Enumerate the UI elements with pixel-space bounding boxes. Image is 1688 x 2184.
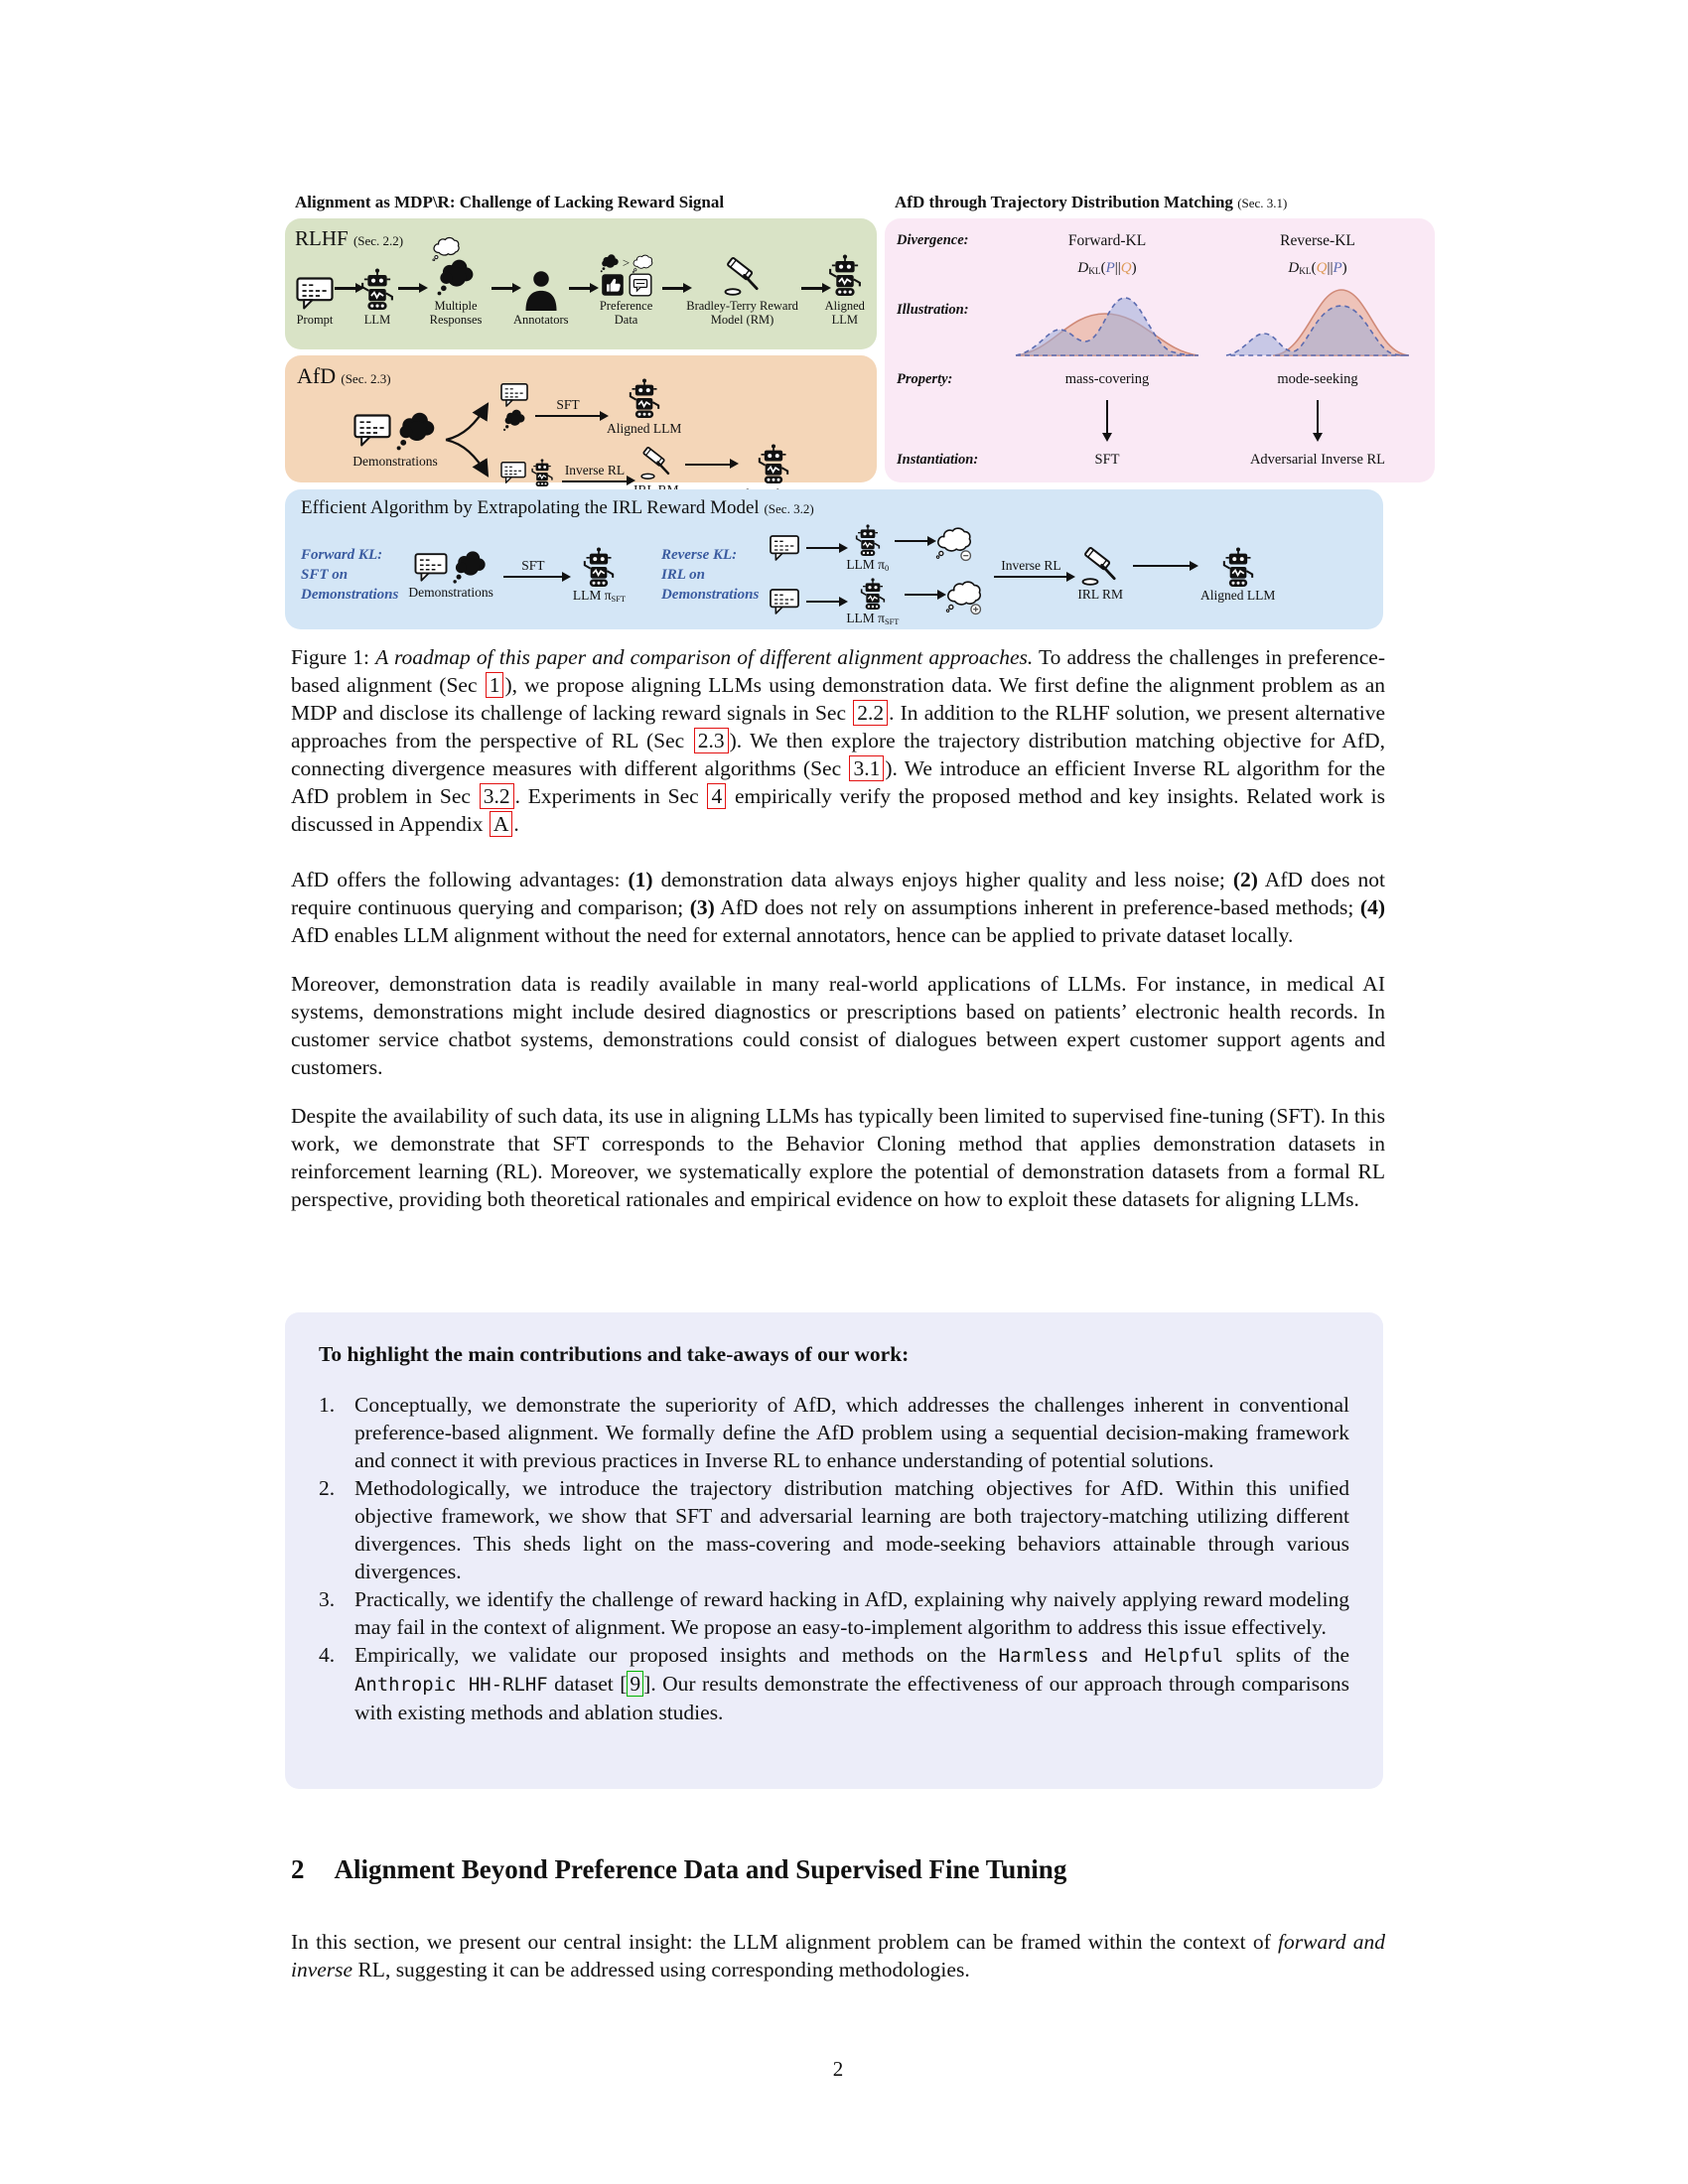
efficient-sec-ref[interactable]: (Sec. 3.2) bbox=[764, 501, 814, 516]
text-run: SFT bbox=[885, 616, 900, 626]
efficient-panel bbox=[285, 489, 1383, 629]
section-ref-link[interactable]: 4 bbox=[707, 783, 726, 809]
text-run: KL bbox=[1299, 267, 1312, 277]
eff-demonstrations bbox=[408, 549, 493, 601]
robot-icon bbox=[579, 546, 619, 588]
speech-bubble-icon bbox=[352, 413, 392, 448]
gavel-icon bbox=[638, 447, 674, 480]
figure-right-header bbox=[885, 189, 1435, 218]
efficient-panel-title bbox=[301, 497, 1367, 519]
divergence-row-label: Divergence: bbox=[897, 232, 969, 249]
eff-aligned-llm bbox=[1200, 546, 1275, 604]
body-text bbox=[291, 866, 1385, 1234]
rlhf-sec-ref[interactable]: (Sec. 2.2) bbox=[352, 233, 404, 248]
rlhf-prompt-label: Prompt bbox=[296, 312, 334, 327]
text-run: P bbox=[1105, 259, 1115, 276]
arrow-icon bbox=[905, 594, 938, 596]
sft-arrow-label: SFT bbox=[556, 396, 580, 412]
rlhf-annotators-label: Annotators bbox=[513, 312, 569, 327]
rlhf-llm bbox=[356, 267, 398, 328]
contribution-item-4 bbox=[319, 1641, 1349, 1726]
item-text: Practically, we identify the challenge of reward hacking in AfD, explaining why naively applying reward modeling may fail in the context of alignment. We propose an easy-to-implement algorithm to address this issue effectively. bbox=[354, 1587, 1349, 1639]
inverse-rl-arrow-label: Inverse RL bbox=[564, 462, 626, 478]
arrow-icon bbox=[562, 480, 628, 482]
thought-cloud-filled-icon bbox=[435, 257, 477, 297]
text-run: (2) bbox=[1232, 868, 1258, 891]
section-ref-link[interactable]: 3.1 bbox=[849, 755, 884, 781]
demonstrations-icon bbox=[352, 410, 438, 452]
reverse-kl-label: Reverse KL: IRL on Demonstrations bbox=[660, 546, 760, 604]
afd-panel bbox=[285, 355, 877, 482]
rlhf-multiple-responses bbox=[420, 257, 492, 328]
right-header-sec-ref[interactable]: (Sec. 3.1) bbox=[1237, 196, 1288, 210]
rlhf-flow bbox=[295, 253, 867, 328]
section-ref-link[interactable]: 2.2 bbox=[853, 700, 888, 726]
item-number: 1. bbox=[319, 1393, 336, 1417]
thought-cloud-filled-icon bbox=[451, 549, 489, 585]
inverse-rl-arrow bbox=[994, 558, 1067, 578]
adversarial-irl-label: Adversarial Inverse RL bbox=[1249, 452, 1386, 468]
person-icon bbox=[520, 269, 562, 311]
text-run: D bbox=[1288, 259, 1300, 276]
item-text: Methodologically, we introduce the trajectory distribution matching objectives for AfD. Within this unified objective framework, we show that SFT and adversarial learning are both trajectory-matching utilizing different divergences. This sheds light on the mass-covering and mode-seeking behaviors attainable through various divergences. bbox=[354, 1476, 1349, 1583]
figure-1-diagram bbox=[285, 189, 1386, 629]
rlhf-preference-label: Preference Data bbox=[599, 299, 653, 327]
forward-kl-name: Forward-KL bbox=[1067, 231, 1147, 249]
contributions-box bbox=[285, 1312, 1383, 1789]
illustration-row-label: Illustration: bbox=[897, 302, 969, 319]
gavel-icon bbox=[722, 257, 764, 297]
paragraph-central-insight: In this section, we present our central insight: the LLM alignment problem can be framed within the context of forward and inverse RL, suggesting it can be addressed using corresponding methodologies. bbox=[291, 1930, 1386, 1981]
section-ref-link[interactable]: A bbox=[490, 811, 513, 837]
eff-irl-rm bbox=[1077, 547, 1123, 603]
figure-right-column bbox=[885, 189, 1435, 482]
text-run: (4) bbox=[1359, 895, 1385, 919]
text-run: (1) bbox=[628, 868, 653, 891]
rlhf-prompt bbox=[295, 276, 335, 328]
llm-pi-sft-label: LLM πSFT bbox=[572, 588, 626, 604]
rlhf-annotators bbox=[513, 269, 569, 328]
arrow-icon bbox=[503, 576, 563, 578]
minus-cloud-icon bbox=[934, 525, 974, 563]
eff-demonstrations-label: Demonstrations bbox=[408, 585, 493, 600]
rlhf-title: RLHF bbox=[295, 226, 349, 250]
robot-icon bbox=[528, 458, 556, 487]
rlhf-aligned-label: Aligned LLM bbox=[824, 299, 865, 327]
citation-link[interactable]: 9 bbox=[627, 1671, 643, 1697]
instantiation-row-label: Instantiation: bbox=[897, 452, 979, 468]
sft-arrow-label: SFT bbox=[521, 557, 545, 573]
section-ref-link[interactable]: 2.3 bbox=[694, 728, 729, 753]
speech-bubble-icon bbox=[499, 461, 527, 484]
text-run: (3) bbox=[689, 895, 715, 919]
llm-pi-sft-label-2: LLM πSFT bbox=[846, 611, 900, 626]
paragraph-advantages: AfD offers the following advantages: (1) demonstration data always enjoys higher quality and less noise; (2) AfD does not require continuous querying and comparison; (3) AfD does not rely on assumptions inherent in preference-based methods; (4) AfD enables LLM alignment without the need for external annotators, hence can be applied to private dataset locally. bbox=[291, 868, 1385, 947]
afd-demonstrations-label: Demonstrations bbox=[352, 453, 438, 469]
item-number: 4. bbox=[319, 1643, 336, 1667]
down-arrow-icon bbox=[1212, 398, 1423, 442]
inverse-rl-arrow-label: Inverse RL bbox=[1001, 557, 1061, 573]
robot-icon bbox=[625, 377, 664, 419]
paragraph-availability: Moreover, demonstration data is readily available in many real-world applications of LLMs. For instance, in medical AI systems, demonstrations might include desired diagnostics or prescriptions based on patients’ electronic health records. In customer service chatbot systems, demonstrations could consist of dialogues between expert customer support agents and customers. bbox=[291, 972, 1385, 1079]
comment-tile-icon bbox=[629, 273, 652, 297]
paragraph-despite: Despite the availability of such data, its use in aligning LLMs has typically been limited to supervised fine-tuning (SFT). In this work, we demonstrate that SFT corresponds to the Behavior Cloning method that applies demonstration datasets in reinforcement learning (RL). Moreover, we systematically explore the potential of demonstration datasets from a formal RL perspective, providing both theoretical rationales and empirical evidence on how to exploit these datasets for aligning LLMs. bbox=[291, 1104, 1385, 1211]
arrow-icon bbox=[662, 287, 684, 289]
arrow-icon bbox=[994, 576, 1067, 578]
text-run: Q bbox=[1120, 259, 1132, 276]
reverse-kl-illustration bbox=[1212, 260, 1423, 361]
arrow-icon bbox=[685, 464, 731, 466]
mode-seeking-label: mode-seeking bbox=[1277, 371, 1358, 387]
forward-kl-illustration bbox=[1002, 260, 1212, 361]
item-number: 2. bbox=[319, 1476, 336, 1500]
figure-left-header: Alignment as MDP\R: Challenge of Lacking Reward Signal bbox=[295, 193, 725, 211]
page-number: 2 bbox=[832, 2057, 844, 2081]
afd-demonstrations bbox=[352, 410, 438, 470]
thought-cloud-filled-icon bbox=[501, 408, 527, 432]
speech-bubble-icon bbox=[769, 534, 800, 562]
afd-title: AfD bbox=[297, 363, 337, 388]
text-run: KL bbox=[1088, 267, 1101, 277]
arrow-icon bbox=[535, 415, 601, 417]
gavel-icon bbox=[1079, 547, 1121, 587]
robot-icon bbox=[754, 443, 793, 484]
thought-cloud-filled-icon bbox=[394, 410, 438, 452]
section-ref-link[interactable]: 3.2 bbox=[480, 783, 514, 809]
greater-than-glyph: > bbox=[622, 255, 631, 270]
afd-aligned-top-label: Aligned LLM bbox=[607, 421, 682, 436]
forward-kl-plot bbox=[1002, 278, 1212, 361]
branch-arrows-icon bbox=[442, 388, 495, 491]
section-title: Alignment Beyond Preference Data and Supervised Fine Tuning bbox=[334, 1854, 1067, 1884]
arrow-icon bbox=[806, 601, 840, 603]
text-run: Anthropic HH-RLHF bbox=[354, 1674, 548, 1696]
text-run: D bbox=[1077, 259, 1089, 276]
rlhf-responses-label: Multiple Responses bbox=[429, 299, 483, 327]
thumbs-up-icon bbox=[601, 273, 625, 297]
contribution-item-2 bbox=[319, 1474, 1349, 1585]
reverse-kl-formula: DKL(Q||P) bbox=[1288, 259, 1347, 277]
response-sample-icon bbox=[499, 382, 529, 432]
arrow-icon bbox=[335, 287, 356, 289]
text-run: SFT bbox=[611, 594, 626, 604]
property-row-label: Property: bbox=[897, 371, 953, 387]
section-ref-link[interactable]: 1 bbox=[486, 672, 504, 698]
forward-kl-formula: DKL(P||Q) bbox=[1077, 259, 1137, 277]
down-arrow-icon bbox=[1002, 398, 1212, 442]
contributions-title: To highlight the main contributions and take-aways of our work: bbox=[319, 1342, 910, 1366]
robot-icon bbox=[852, 523, 884, 557]
arrow-icon bbox=[801, 287, 823, 289]
text-run: Q bbox=[1316, 259, 1328, 276]
rlhf-llm-label: LLM bbox=[363, 312, 391, 327]
reverse-kl-plot bbox=[1212, 278, 1423, 361]
preference-tiles bbox=[601, 273, 652, 297]
efficient-flow bbox=[301, 523, 1367, 626]
arrow-icon bbox=[1133, 565, 1191, 567]
preference-comparison bbox=[599, 253, 653, 273]
rlhf-panel-title bbox=[295, 226, 867, 251]
sft-instantiation-label: SFT bbox=[1094, 452, 1120, 468]
text-run: 0 bbox=[885, 563, 890, 573]
rlhf-reward-model bbox=[684, 257, 801, 328]
eff-sampling-rows bbox=[769, 523, 984, 626]
rlhf-bt-label: Bradley-Terry Reward Model (RM) bbox=[686, 299, 798, 327]
efficient-title-text: Efficient Algorithm by Extrapolating the IRL Reward Model bbox=[301, 497, 760, 518]
mass-covering-label: mass-covering bbox=[1064, 371, 1150, 387]
llm-pi0-label: LLM π0 bbox=[846, 557, 890, 573]
afd-panel-title bbox=[297, 363, 391, 389]
text-run: A roadmap of this paper and comparison of different alignment approaches. bbox=[375, 645, 1034, 669]
arrow-icon bbox=[806, 547, 840, 549]
robot-icon bbox=[1218, 546, 1258, 588]
section-heading bbox=[291, 1854, 1066, 1885]
sft-arrow bbox=[503, 558, 563, 578]
item-number: 3. bbox=[319, 1587, 336, 1611]
figure-left-column bbox=[285, 189, 877, 482]
dialogue-model-icon bbox=[499, 458, 556, 487]
arrow-icon bbox=[895, 540, 928, 542]
rlhf-panel bbox=[285, 218, 877, 349]
item-text: Conceptually, we demonstrate the superiority of AfD, which addresses the challenges inherent in conventional preference-based alignment. We formally define the AfD problem using a sequential decision-making framework and connect it with previous practices in Inverse RL to enhance understanding of potential solutions. bbox=[354, 1393, 1349, 1472]
speech-bubble-icon bbox=[499, 382, 529, 408]
text-run: Helpful bbox=[1144, 1645, 1224, 1667]
forward-kl-label: Forward KL: SFT on Demonstrations bbox=[301, 546, 399, 604]
section-number: 2 bbox=[291, 1854, 305, 1884]
reverse-kl-name: Reverse-KL bbox=[1280, 231, 1355, 249]
eff-aligned-llm-label: Aligned LLM bbox=[1200, 588, 1276, 603]
demonstrations-icon bbox=[413, 549, 489, 585]
eff-llm-sft bbox=[573, 546, 626, 604]
afd-flow bbox=[295, 377, 867, 502]
plus-cloud-icon bbox=[944, 579, 984, 616]
matching-panel bbox=[885, 218, 1435, 482]
right-header-text: AfD through Trajectory Distribution Matching bbox=[895, 193, 1233, 211]
arrow-icon bbox=[398, 287, 420, 289]
text-run: P bbox=[1333, 259, 1342, 276]
text-run: Harmless bbox=[998, 1645, 1089, 1667]
robot-icon bbox=[857, 577, 889, 611]
afd-sft-path bbox=[499, 377, 811, 437]
contribution-item-3 bbox=[319, 1585, 1349, 1641]
speech-bubble-icon bbox=[769, 588, 800, 615]
irl-rm-label: IRL RM bbox=[1077, 587, 1124, 602]
rlhf-preference-data bbox=[591, 253, 662, 328]
afd-sec-ref[interactable]: (Sec. 2.3) bbox=[341, 371, 391, 386]
text-run: forward and inverse bbox=[291, 1930, 1386, 1981]
thought-cloud-outline-icon bbox=[632, 253, 653, 273]
figure-caption: Figure 1: A roadmap of this paper and comparison of different alignment approaches. To address the challenges in preference-based alignment (Sec 1 ), we propose aligning LLMs using demonstration data. We first define the alignment problem as an MDP and disclose its challenge of lacking reward signals in Sec 2.2 . In addition to the RLHF solution, we present alternative approaches from the perspective of RL (Sec 2.3 ). We then explore the trajectory distribution matching objective for AfD, connecting divergence measures with different algorithms (Sec 3.1 ). We introduce an efficient Inverse RL algorithm for the AfD problem in Sec 3.2 . Experiments in Sec 4 empirically verify the proposed method and key insights. Related work is discussed in Appendix A . bbox=[291, 645, 1386, 836]
thought-cloud-filled-icon bbox=[599, 253, 621, 273]
arrow-icon bbox=[569, 287, 591, 289]
item-text: Empirically, we validate our proposed insights and methods on the Harmless and Helpful splits of the Anthropic HH-RLHF dataset [ 9 ]. Our results demonstrate the effectiveness of our approach through comparisons with existing methods and ablation studies. bbox=[354, 1643, 1350, 1724]
speech-bubble-icon bbox=[295, 276, 335, 311]
arrow-icon bbox=[492, 287, 513, 289]
contribution-item-1 bbox=[319, 1391, 1349, 1474]
speech-bubble-icon bbox=[413, 552, 449, 583]
